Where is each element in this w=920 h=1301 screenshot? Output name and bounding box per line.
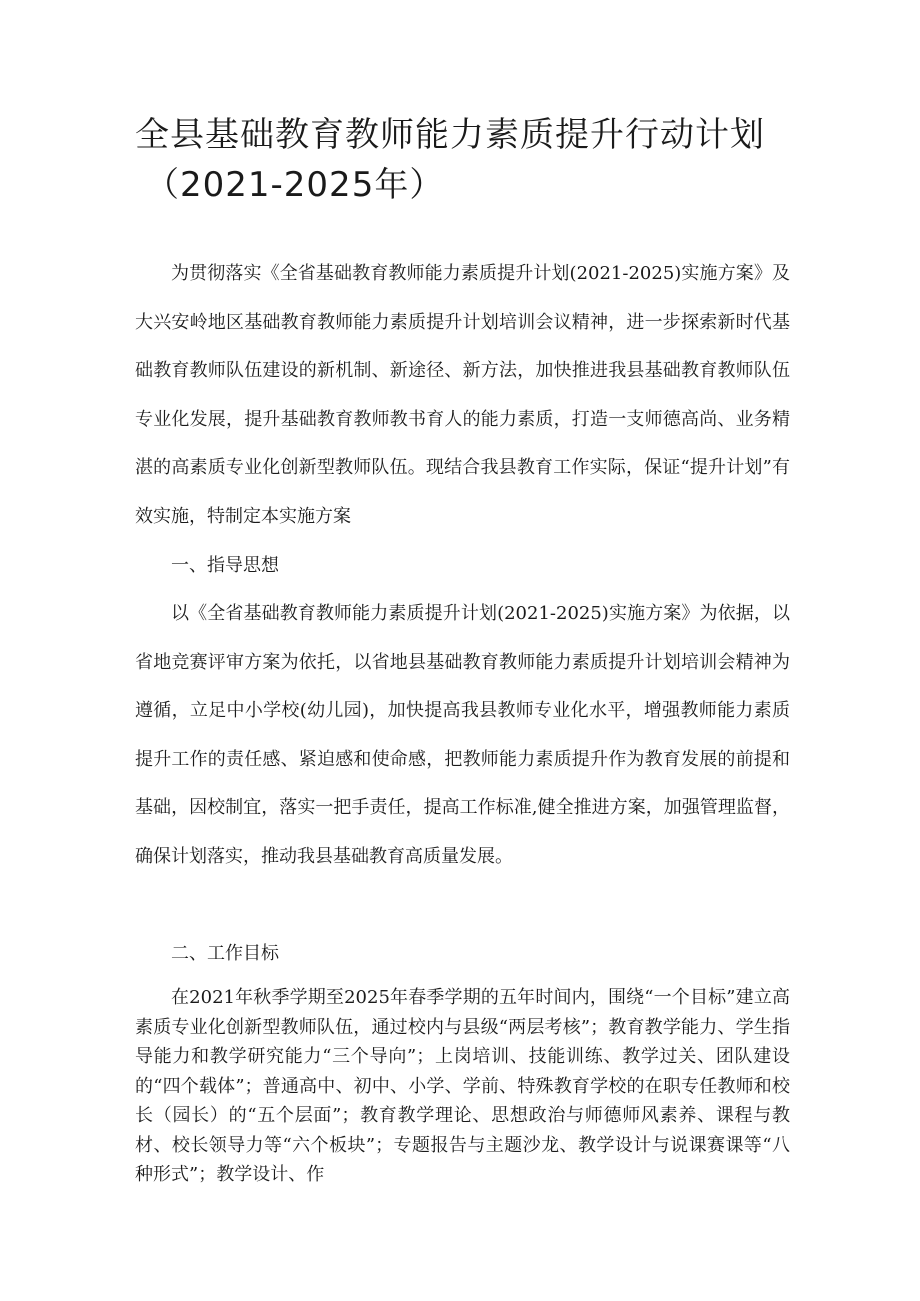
title-line-2: （2021-2025年） (145, 165, 445, 205)
document-title (135, 110, 815, 210)
section-2-heading: 二、工作目标 (171, 943, 279, 964)
section-2-paragraph: 在2021年秋季学期至2025年春季学期的五年时间内，围绕“一个目标”建立高素质专业化创新型教师队伍，通过校内与县级“两层考核”；教育教学能力、学生指导能力和教学研究能力“三个导向”；上岗培训、技能训练、教学过关、团队建设的“四个载体”；普通高中、初中、小学、学前、特殊教育学校的在职专任教师和校长（园长）的“五个层面”；教育教学理论、思想政治与师德师风素养、课程与教材、校长领导力等“六个板块”；专题报告与主题沙龙、教学设计与说课赛课等“八种形式”；教学设计、作 (135, 987, 790, 1185)
intro-paragraph: 为贯彻落实《全省基础教育教师能力素质提升计划(2021-2025)实施方案》及大兴安岭地区基础教育教师能力素质提升计划培训会议精神，进一步探索新时代基础教育教师队伍建设的新机制、新途径、新方法，加快推进我县基础教育教师队伍专业化发展，提升基础教育教师教书育人的能力素质，打造一支师德高尚、业务精湛的高素质专业化创新型教师队伍。现结合我县教育工作实际，保证“提升计划”有效实施，特制定本实施方案 (135, 263, 790, 527)
section-1-heading: 一、指导思想 (171, 555, 279, 576)
title-line-1: 全县基础教育教师能力素质提升行动计划 (135, 115, 765, 155)
section-1-paragraph: 以《全省基础教育教师能力素质提升计划(2021-2025)实施方案》为依据，以省地竞赛评审方案为依托，以省地县基础教育教师能力素质提升计划培训会精神为遵循，立足中小学校(幼儿园)，加快提高我县教师专业化水平，增强教师能力素质提升工作的责任感、紧迫感和使命感，把教师能力素质提升作为教育发展的前提和基础，因校制宜，落实一把手责任，提高工作标准,健全推进方案，加强管理监督，确保计划落实，推动我县基础教育高质量发展。 (135, 603, 790, 867)
